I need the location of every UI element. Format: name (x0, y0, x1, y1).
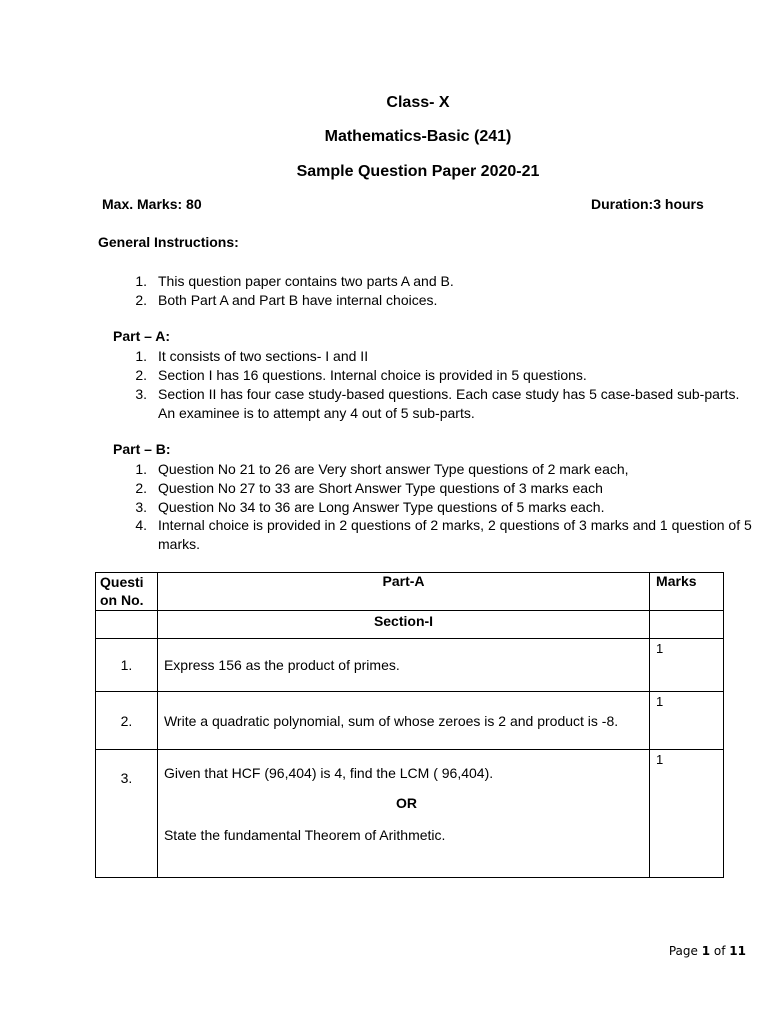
paper-title: Sample Question Paper 2020-21 (296, 163, 540, 180)
paper-class: Class- X (386, 94, 450, 111)
part-b-item: Question No 27 to 33 are Short Answer Type questions of 3 marks each (158, 480, 603, 496)
general-item: This question paper contains two parts A and B. (158, 273, 454, 289)
section-heading: Section-I (157, 611, 649, 639)
part-a-item: Section II has four case study-based questions. Each case study has 5 case-based sub-parts. (158, 386, 740, 402)
question-number: 3. (96, 750, 158, 878)
question-text: Write a quadratic polynomial, sum of whose zeroes is 2 and product is -8. (157, 692, 649, 750)
question-text: Express 156 as the product of primes. (157, 639, 649, 692)
question-alternative: State the fundamental Theorem of Arithmetic. (163, 827, 446, 843)
header-question-no: Questi on No. (96, 573, 158, 611)
part-a-item-continued: An examinee is to attempt any 4 out of 5 sub-parts. (158, 405, 475, 421)
question-marks: 1 (650, 750, 724, 878)
part-b-item: Internal choice is provided in 2 questions of 2 marks, 2 questions of 3 marks and 1 question of 5 (158, 517, 752, 533)
list-number: 4. (135, 517, 147, 533)
question-text (157, 750, 649, 878)
part-b-item: Question No 21 to 26 are Very short answer Type questions of 2 mark each, (158, 461, 629, 477)
part-a-heading: Part – A: (113, 328, 171, 344)
list-number: 2. (135, 292, 147, 308)
part-b-item-continued: marks. (158, 536, 200, 552)
section-row (96, 611, 724, 639)
general-item: Both Part A and Part B have internal choices. (158, 292, 438, 308)
question-main: Given that HCF (96,404) is 4, find the LCM ( 96,404). (163, 765, 494, 781)
question-marks: 1 (650, 692, 724, 750)
part-a-item: Section I has 16 questions. Internal choice is provided in 5 questions. (158, 367, 587, 383)
question-marks: 1 (650, 639, 724, 692)
list-number: 1. (135, 461, 147, 477)
list-number: 1. (135, 273, 147, 289)
max-marks: Max. Marks: 80 (102, 196, 202, 212)
part-b-heading: Part – B: (113, 441, 171, 457)
question-number: 1. (96, 639, 158, 692)
table-row (96, 692, 724, 750)
duration: Duration:3 hours (591, 196, 704, 212)
table-header-row (96, 573, 724, 611)
header-marks: Marks (650, 573, 724, 611)
page-number: Page 1 of 11 (668, 944, 746, 958)
list-number: 1. (135, 348, 147, 364)
list-number: 3. (135, 499, 147, 515)
table-row (96, 639, 724, 692)
part-a-item: It consists of two sections- I and II (158, 348, 369, 364)
list-number: 3. (135, 386, 147, 402)
table-row (96, 750, 724, 878)
general-instructions-heading: General Instructions: (98, 234, 239, 250)
or-separator: OR (396, 795, 417, 811)
header-part-a: Part-A (157, 573, 649, 611)
list-number: 2. (135, 480, 147, 496)
question-table (95, 572, 724, 878)
part-b-item: Question No 34 to 36 are Long Answer Type questions of 5 marks each. (158, 499, 605, 515)
paper-subject: Mathematics-Basic (241) (324, 128, 512, 145)
list-number: 2. (135, 367, 147, 383)
question-number: 2. (96, 692, 158, 750)
